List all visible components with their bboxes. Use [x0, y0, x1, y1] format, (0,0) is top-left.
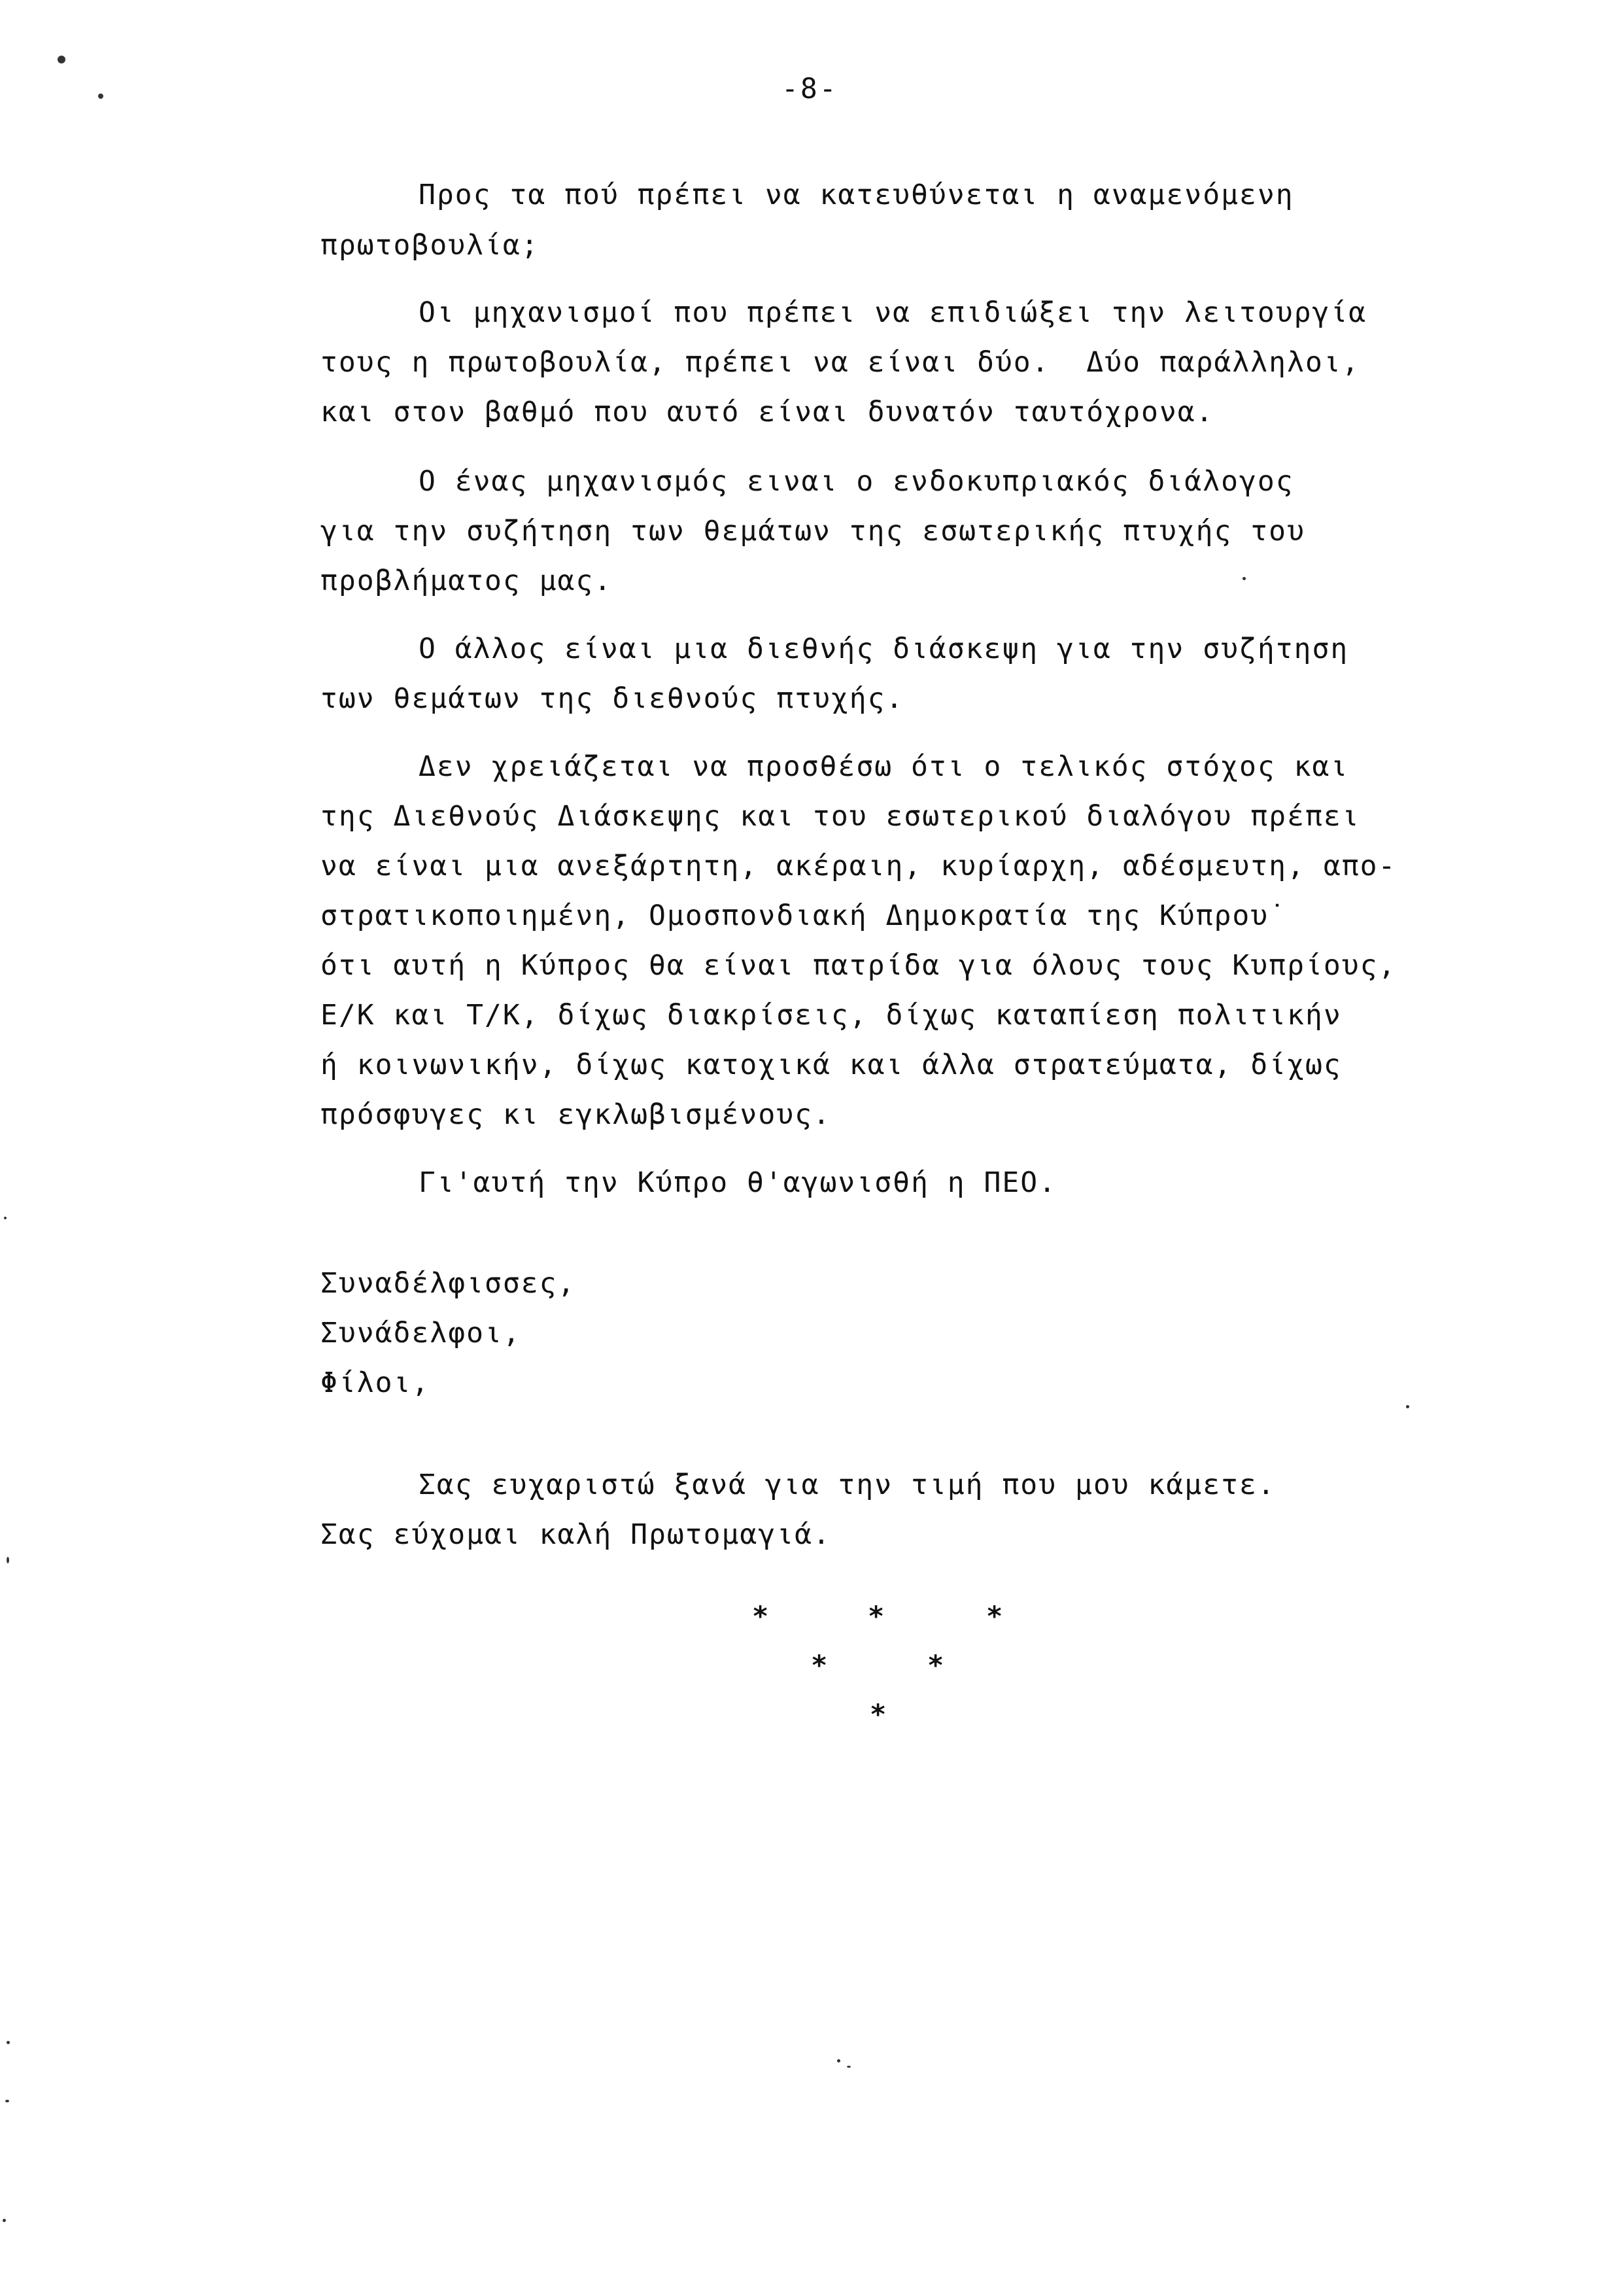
paragraph-1-line-1: Προς τα πού πρέπει να κατευθύνεται η αναμενόμενη — [419, 179, 1294, 211]
salutation-line-3: Φίλοι, — [320, 1366, 430, 1399]
scan-speck — [847, 2066, 851, 2068]
paragraph-5-line-1: Δεν χρειάζεται να προσθέσω ότι ο τελικός στόχος και — [419, 750, 1349, 783]
scan-speck — [98, 94, 103, 99]
scan-speck — [1406, 1405, 1409, 1408]
scan-speck — [58, 56, 65, 63]
paragraph-2-line-3: και στον βαθμό που αυτό είναι δυνατόν ταυτόχρονα. — [320, 396, 1214, 428]
ornament-asterisk: * — [752, 1600, 769, 1632]
ornament-asterisk: * — [868, 1600, 885, 1632]
ornament-asterisk: * — [986, 1600, 1003, 1632]
paragraph-4-line-2: των θεμάτων της διεθνούς πτυχής. — [320, 682, 904, 715]
paragraph-5-line-6: Ε/Κ και Τ/Κ, δίχως διακρίσεις, δίχως καταπίεση πολιτικήν — [320, 999, 1342, 1032]
salutation-line-1: Συναδέλφισσες, — [320, 1267, 576, 1300]
paragraph-3-line-3: προβλήματος μας. — [320, 565, 613, 597]
paragraph-5-line-2: της Διεθνούς Διάσκεψης και του εσωτερικού διαλόγου πρέπει — [320, 800, 1360, 833]
paragraph-1-line-2: πρωτοβουλία; — [320, 229, 540, 262]
ornament-asterisk: * — [927, 1649, 944, 1681]
ornament-asterisk: * — [870, 1698, 887, 1730]
paragraph-3-line-1: Ο ένας μηχανισμός ειναι ο ενδοκυπριακός διάλογος — [419, 465, 1294, 498]
closing-line-1: Σας ευχαριστώ ξανά για την τιμή που μου κάμετε. — [419, 1469, 1276, 1501]
scan-speck — [7, 2041, 10, 2044]
scan-speck — [7, 1557, 9, 1563]
page-number: -8- — [781, 73, 838, 105]
paragraph-4-line-1: Ο άλλος είναι μια διεθνής διάσκεψη για την συζήτηση — [419, 633, 1349, 665]
paragraph-6-line-1: Γι'αυτή την Κύπρο θ'αγωνισθή η ΠΕΟ. — [419, 1166, 1057, 1199]
paragraph-5-line-8: πρόσφυγες κι εγκλωβισμένους. — [320, 1098, 831, 1131]
scan-speck — [837, 2059, 840, 2062]
paragraph-5-line-7: ή κοινωνικήν, δίχως κατοχικά και άλλα στρατεύματα, δίχως — [320, 1049, 1342, 1081]
scan-speck — [1243, 577, 1246, 580]
paragraph-5-line-4: στρατικοποιημένη, Ομοσπονδιακή Δημοκρατία της Κύπρου˙ — [320, 899, 1288, 932]
paragraph-2-line-1: Οι μηχανισμοί που πρέπει να επιδιώξει την λειτουργία — [419, 296, 1367, 329]
paragraph-5-line-5: ότι αυτή η Κύπρος θα είναι πατρίδα για όλους τους Κυπρίους, — [320, 949, 1397, 982]
scan-speck — [5, 2100, 9, 2102]
paragraph-5-line-3: να είναι μια ανεξάρτητη, ακέραιη, κυρίαρχη, αδέσμευτη, απο- — [320, 850, 1397, 882]
closing-line-2: Σας εύχομαι καλή Πρωτομαγιά. — [320, 1518, 831, 1551]
ornament-asterisk: * — [811, 1649, 828, 1681]
paragraph-2-line-2: τους η πρωτοβουλία, πρέπει να είναι δύο. Δύο παράλληλοι, — [320, 346, 1360, 379]
scan-speck — [4, 1217, 7, 1219]
scan-speck — [3, 2219, 6, 2222]
salutation-line-2: Συνάδελφοι, — [320, 1317, 521, 1349]
paragraph-3-line-2: για την συζήτηση των θεμάτων της εσωτερικής πτυχής του — [320, 515, 1305, 548]
